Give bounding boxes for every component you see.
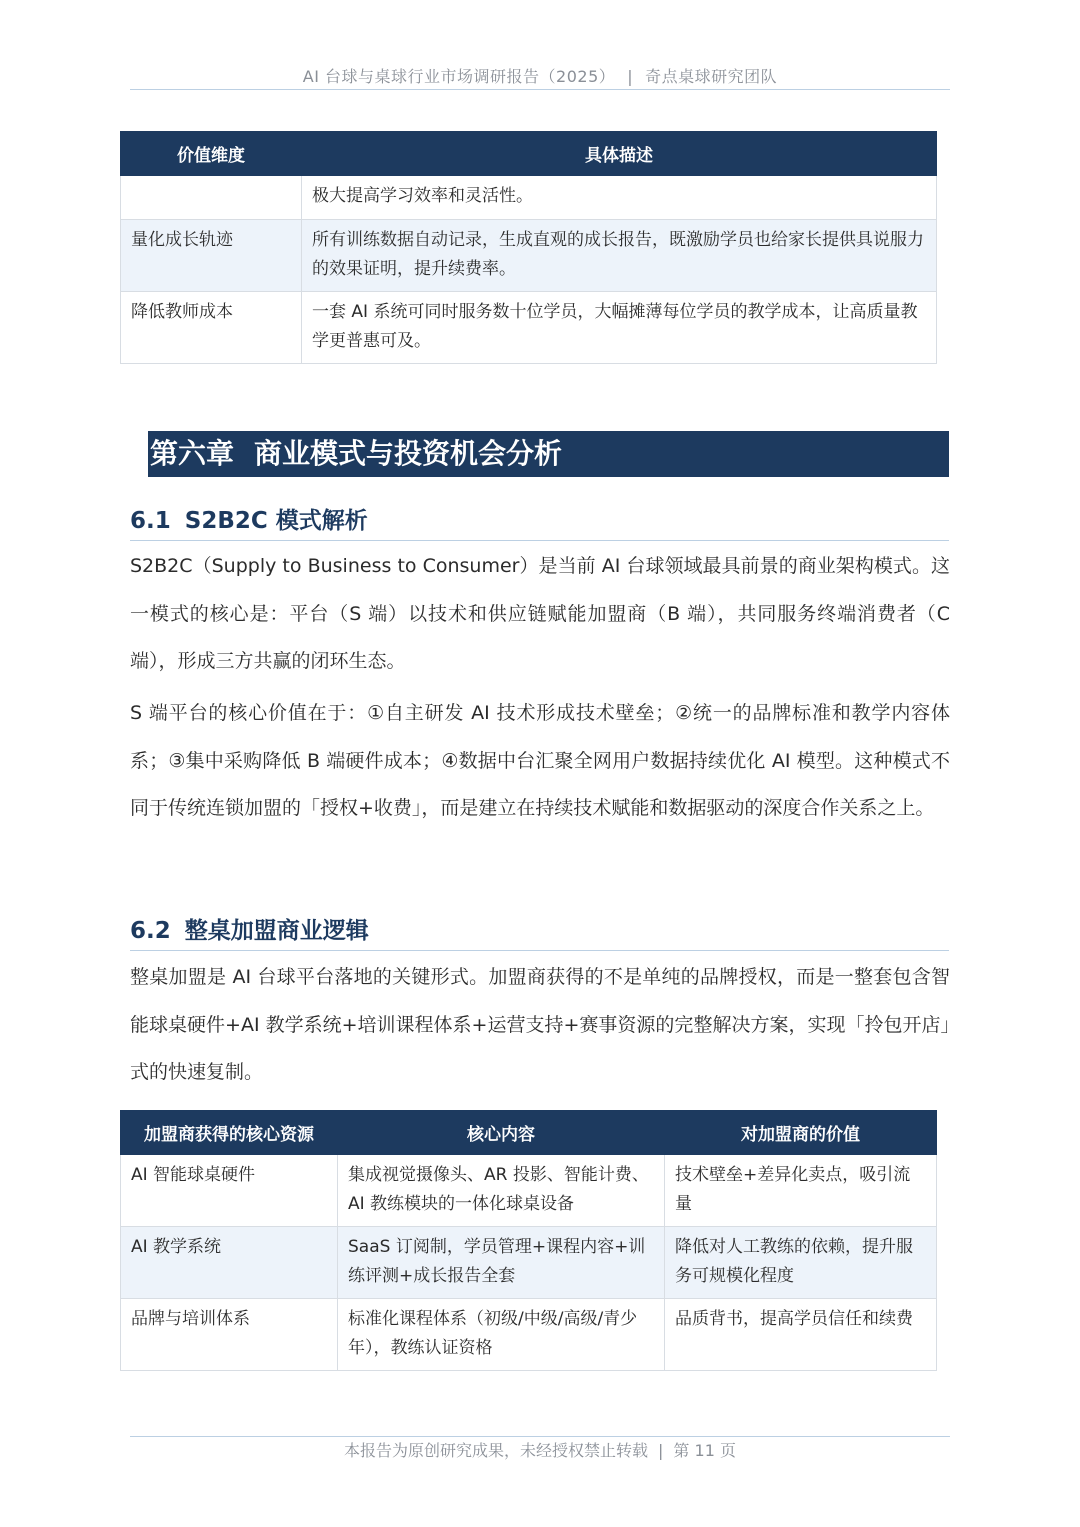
- content-cell: 集成视觉摄像头、AR 投影、智能计费、AI 教练模块的一体化球桌设备: [338, 1155, 665, 1227]
- body-paragraph: S2B2C（Supply to Business to Consumer）是当前 AI 台球领域最具前景的商业架构模式。这一模式的核心是：平台（S 端）以技术和供应链赋能加盟商（B 端），共同服务终端消费者（C 端），形成三方共赢的闭环生态。: [130, 555, 950, 672]
- table-header-row: [121, 132, 937, 176]
- table-row: [121, 220, 937, 292]
- table-row: [121, 1155, 937, 1227]
- resource-cell: 品牌与培训体系: [121, 1299, 338, 1371]
- description-cell: 所有训练数据自动记录，生成直观的成长报告，既激励学员也给家长提供具说服力的效果证明，提升续费率。: [302, 220, 937, 292]
- chapter-title: 商业模式与投资机会分析: [254, 437, 563, 470]
- body-paragraph: 整桌加盟是 AI 台球平台落地的关键形式。加盟商获得的不是单纯的品牌授权，而是一整套包含智能球桌硬件+AI 教学系统+培训课程体系+运营支持+赛事资源的完整解决方案，实现「拎包开店」式的快速复制。: [130, 966, 950, 1083]
- header-separator: |: [627, 67, 634, 86]
- chapter-title-bar: [148, 431, 949, 477]
- resource-cell: AI 智能球桌硬件: [121, 1155, 338, 1227]
- value-cell: 降低对人工教练的依赖，提升服务可规模化程度: [665, 1227, 937, 1299]
- value-cell: 品质背书，提高学员信任和续费: [665, 1299, 937, 1371]
- content-cell: SaaS 订阅制，学员管理+课程内容+训练评测+成长报告全套: [338, 1227, 665, 1299]
- footer-separator: |: [658, 1441, 664, 1460]
- table-row: [121, 292, 937, 364]
- resource-cell: AI 教学系统: [121, 1227, 338, 1299]
- description-cell: 极大提高学习效率和灵活性。: [302, 176, 937, 220]
- column-header: 加盟商获得的核心资源: [121, 1111, 338, 1155]
- table-header-row: [121, 1111, 937, 1155]
- value-cell: 技术壁垒+差异化卖点，吸引流量: [665, 1155, 937, 1227]
- dimension-cell: [121, 176, 302, 220]
- section-heading-6-1: [130, 505, 949, 541]
- column-header: 价值维度: [121, 132, 302, 176]
- franchise-resources-table: [120, 1110, 937, 1371]
- table-row: [121, 1227, 937, 1299]
- report-title: AI 台球与桌球行业市场调研报告（2025）: [302, 67, 616, 86]
- section-heading-6-2: [130, 915, 949, 951]
- section-number: 6.2: [130, 918, 171, 944]
- team-name: 奇点桌球研究团队: [645, 67, 778, 86]
- section-title: 整桌加盟商业逻辑: [184, 918, 369, 944]
- table-row: [121, 176, 937, 220]
- copyright-notice: 本报告为原创研究成果，未经授权禁止转载: [344, 1441, 649, 1460]
- section-number: 6.1: [130, 508, 171, 534]
- dimension-cell: 量化成长轨迹: [121, 220, 302, 292]
- value-dimension-table: [120, 131, 937, 364]
- section-title: S2B2C 模式解析: [184, 508, 368, 534]
- dimension-cell: 降低教师成本: [121, 292, 302, 364]
- column-header: 具体描述: [302, 132, 937, 176]
- page-number: 第 11 页: [673, 1441, 736, 1460]
- table-row: [121, 1299, 937, 1371]
- running-header: [130, 64, 950, 90]
- chapter-number: 第六章: [150, 437, 235, 470]
- content-cell: 标准化课程体系（初级/中级/高级/青少年），教练认证资格: [338, 1299, 665, 1371]
- column-header: 核心内容: [338, 1111, 665, 1155]
- description-cell: 一套 AI 系统可同时服务数十位学员，大幅摊薄每位学员的教学成本，让高质量教学更普惠可及。: [302, 292, 937, 364]
- column-header: 对加盟商的价值: [665, 1111, 937, 1155]
- page-footer: [130, 1436, 950, 1466]
- body-paragraph: S 端平台的核心价值在于：①自主研发 AI 技术形成技术壁垒；②统一的品牌标准和教学内容体系；③集中采购降低 B 端硬件成本；④数据中台汇聚全网用户数据持续优化 AI 模型。这种模式不同于传统连锁加盟的「授权+收费」，而是建立在持续技术赋能和数据驱动的深度合作关系之上。: [130, 702, 950, 819]
